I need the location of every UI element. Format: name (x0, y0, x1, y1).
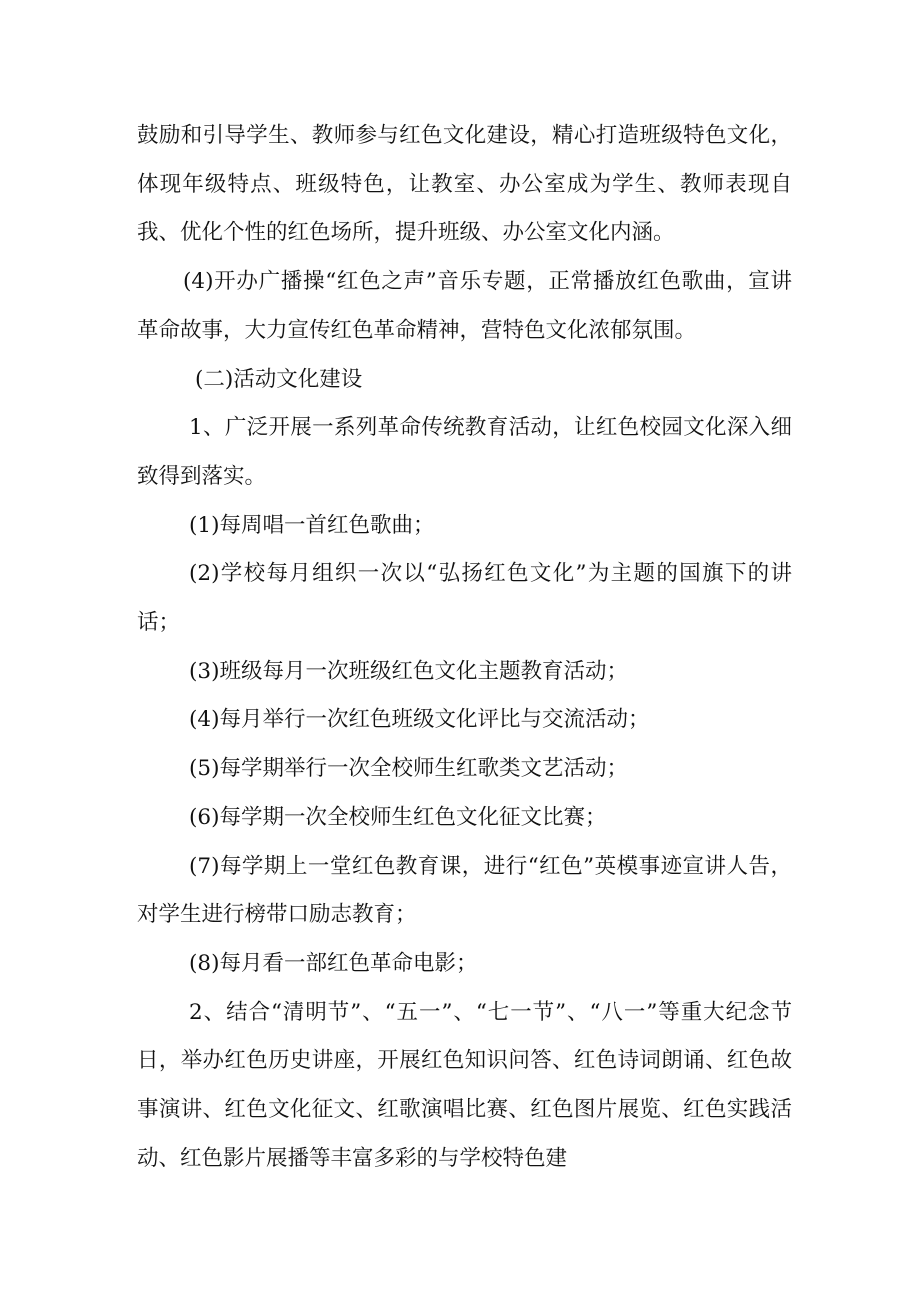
list-item-red-movie: (8)每月看一部红色革命电影； (189, 950, 478, 976)
list-item-red-education-class: (7)每学期上一堂红色教育课，进行“红色”英模事迹宣讲人告，对学生进行榜带口励志教育； (137, 853, 792, 928)
document-body (137, 112, 792, 1183)
paragraph-revolutionary-education: 1、广泛开展一系列革命传统教育活动，让红色校园文化深入细致得到落实。 (137, 415, 792, 489)
paragraph-broadcast-red-voice: (4)开办广播操“红色之声”音乐专题，正常播放红色歌曲，宣讲革命故事，大力宣传红色革命精神，营特色文化浓郁氛围。 (137, 269, 792, 343)
paragraph-red-culture-classroom: 鼓励和引导学生、教师参与红色文化建设，精心打造班级特色文化，体现年级特点、班级特色，让教室、办公室成为学生、教师表现自我、优化个性的红色场所，提升班级、办公室文化内涵。 (137, 123, 792, 246)
list-item-essay-contest: (6)每学期一次全校师生红色文化征文比赛； (189, 804, 607, 830)
list-item-weekly-song: (1)每周唱一首红色歌曲； (189, 512, 435, 538)
list-item-flag-speech: (2)学校每月组织一次以“弘扬红色文化”为主题的国旗下的讲话； (137, 561, 792, 636)
paragraph-memorial-days-activities: 2、结合“清明节”、“五一”、“七一节”、“八一”等重大纪念节日，举办红色历史讲座，开展红色知识问答、红色诗词朗诵、红色故事演讲、红色文化征文、红歌演唱比赛、红色图片展览、红色实践活动、红色影片展播等丰富多彩的与学校特色建 (137, 999, 792, 1171)
list-item-class-culture-evaluation: (4)每月举行一次红色班级文化评比与交流活动； (189, 707, 650, 733)
list-item-class-theme-activity: (3)班级每月一次班级红色文化主题教育活动； (189, 658, 628, 684)
section-heading-activity-culture: (二)活动文化建设 (195, 366, 363, 392)
list-item-red-song-art-activity: (5)每学期举行一次全校师生红歌类文艺活动； (189, 756, 628, 782)
